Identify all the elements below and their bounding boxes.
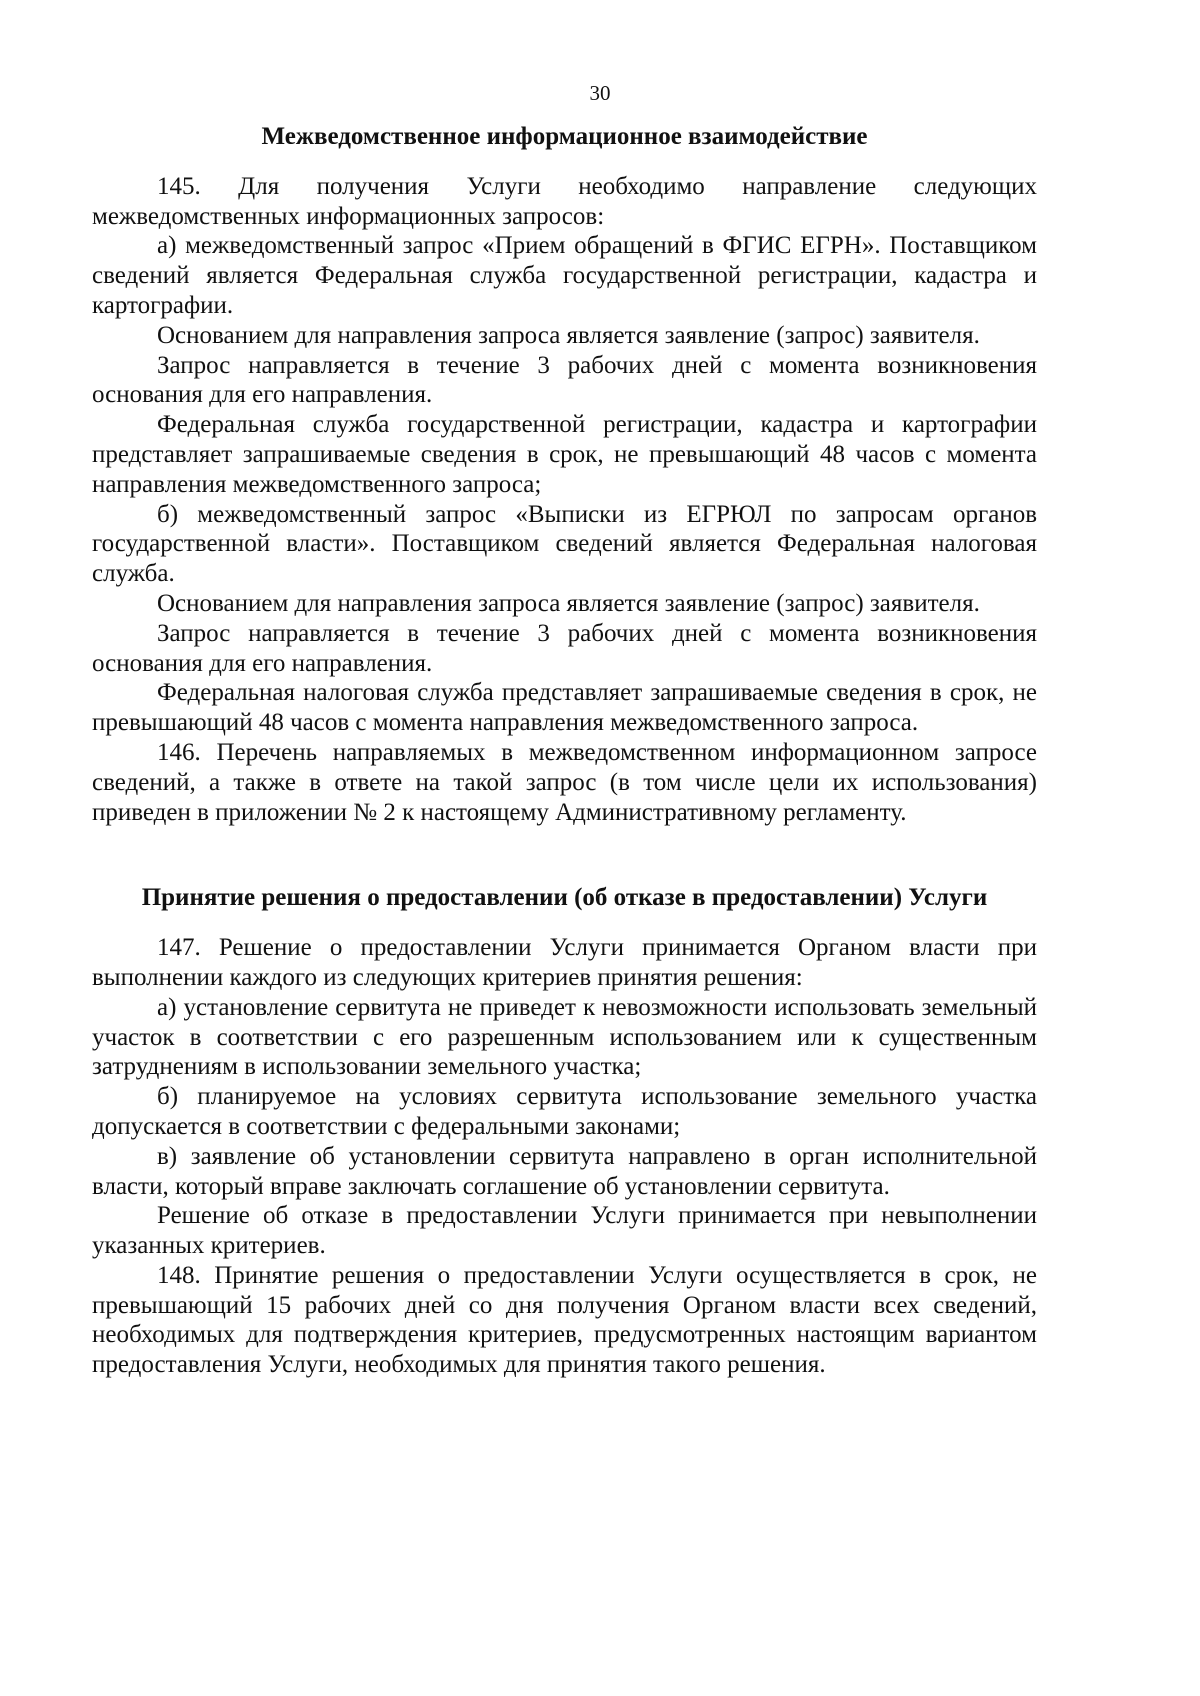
paragraph-term-1: Запрос направляется в течение 3 рабочих дней с момента возникновения основания для его направления. bbox=[92, 351, 1037, 409]
page-number: 30 bbox=[589, 81, 611, 105]
paragraph-145: 145. Для получения Услуги необходимо направление следующих межведомственных информационных запросов: bbox=[92, 172, 1037, 230]
section-heading-decision: Принятие решения о предоставлении (об отказе в предоставлении) Услуги bbox=[141, 884, 988, 912]
paragraph-148: 148. Принятие решения о предоставлении Услуги осуществляется в срок, не превышающий 15 рабочих дней со дня получения Органом власти всех сведений, необходимых для подтверждения критериев, предусмотренных настоящим вариантом предоставления Услуги, необходимых для принятия такого решения. bbox=[92, 1261, 1037, 1379]
paragraph-147-v: в) заявление об установлении сервитута направлено в орган исполнительной власти, который вправе заключать соглашение об установлении сервитута. bbox=[92, 1142, 1037, 1200]
paragraph-145-b: б) межведомственный запрос «Выписки из ЕГРЮЛ по запросам органов государственной власти». Поставщиком сведений является Федеральная налоговая служба. bbox=[92, 500, 1037, 588]
paragraph-146: 146. Перечень направляемых в межведомственном информационном запросе сведений, а также в ответе на такой запрос (в том числе цели их использования) приведен в приложении № 2 к настоящему Административному регламенту. bbox=[92, 738, 1037, 826]
section-heading-interagency: Межведомственное информационное взаимодействие bbox=[261, 123, 868, 150]
paragraph-basis-2: Основанием для направления запроса является заявление (запрос) заявителя. bbox=[157, 589, 980, 617]
paragraph-fns-response: Федеральная налоговая служба представляет запрашиваемые сведения в срок, не превышающий 48 часов с момента направления межведомственного запроса. bbox=[92, 679, 1037, 737]
paragraph-147: 147. Решение о предоставлении Услуги принимается Органом власти при выполнении каждого из следующих критериев принятия решения: bbox=[92, 934, 1037, 991]
paragraph-145-a: а) межведомственный запрос «Прием обращений в ФГИС ЕГРН». Поставщиком сведений является Федеральная служба государственной регистрации, кадастра и картографии. bbox=[92, 232, 1037, 319]
paragraph-term-2: Запрос направляется в течение 3 рабочих дней с момента возникновения основания для его направления. bbox=[92, 619, 1037, 677]
paragraph-147-a: а) установление сервитута не приведет к невозможности использовать земельный участок в соответствии с его разрешенным использованием или к существенным затруднениям в использовании земельного участка; bbox=[92, 993, 1037, 1081]
paragraph-basis-1: Основанием для направления запроса является заявление (запрос) заявителя. bbox=[157, 321, 980, 349]
paragraph-rosreestr-response: Федеральная служба государственной регистрации, кадастра и картографии представляет запрашиваемые сведения в срок, не превышающий 48 часов с момента направления межведомственного запроса; bbox=[92, 411, 1037, 498]
paragraph-147-b: б) планируемое на условиях сервитута использование земельного участка допускается в соответствии с федеральными законами; bbox=[92, 1083, 1037, 1140]
paragraph-refusal: Решение об отказе в предоставлении Услуги принимается при невыполнении указанных критериев. bbox=[92, 1202, 1037, 1260]
document-content bbox=[92, 122, 1037, 1380]
